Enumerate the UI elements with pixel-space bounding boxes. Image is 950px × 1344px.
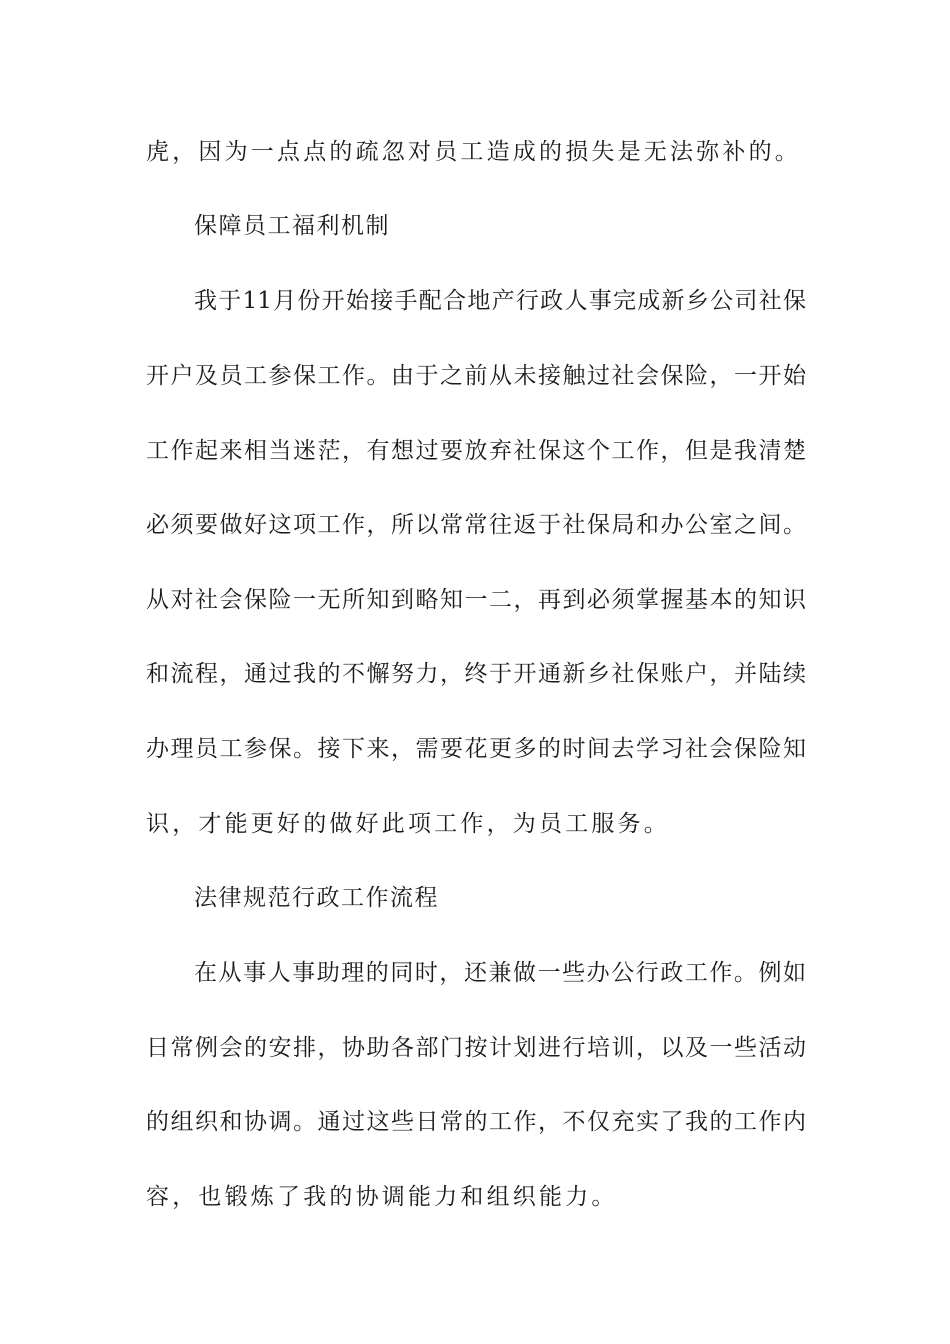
paragraph-line: 开户及员工参保工作。由于之前从未接触过社会保险，一开始 — [146, 363, 806, 389]
paragraph-line: 和流程，通过我的不懈努力，终于开通新乡社保账户，并陆续 — [146, 661, 806, 687]
paragraph-line: 必须要做好这项工作，所以常常往返于社保局和办公室之间。 — [146, 512, 806, 538]
paragraph-line: 的组织和协调。通过这些日常的工作，不仅充实了我的工作内 — [146, 1109, 806, 1135]
paragraph-line: 工作起来相当迷茫，有想过要放弃社保这个工作，但是我清楚 — [146, 438, 806, 464]
paragraph-line: 日常例会的安排，协助各部门按计划进行培训，以及一些活动 — [146, 1035, 806, 1061]
paragraph-line: 虎，因为一点点的疏忽对员工造成的损失是无法弥补的。 — [146, 139, 801, 165]
paragraph-line: 办理员工参保。接下来，需要花更多的时间去学习社会保险知 — [146, 736, 806, 762]
section-heading: 保障员工福利机制 — [194, 213, 390, 239]
paragraph-line: 容，也锻炼了我的协调能力和组织能力。 — [146, 1184, 618, 1210]
paragraph-line: 从对社会保险一无所知到略知一二，再到必须掌握基本的知识 — [146, 587, 806, 613]
paragraph-line: 识，才能更好的做好此项工作，为员工服务。 — [146, 811, 670, 837]
section-heading: 法律规范行政工作流程 — [194, 885, 439, 911]
paragraph-line: 在从事人事助理的同时，还兼做一些办公行政工作。例如 — [194, 960, 806, 986]
paragraph-line: 我于11月份开始接手配合地产行政人事完成新乡公司社保 — [194, 288, 806, 314]
